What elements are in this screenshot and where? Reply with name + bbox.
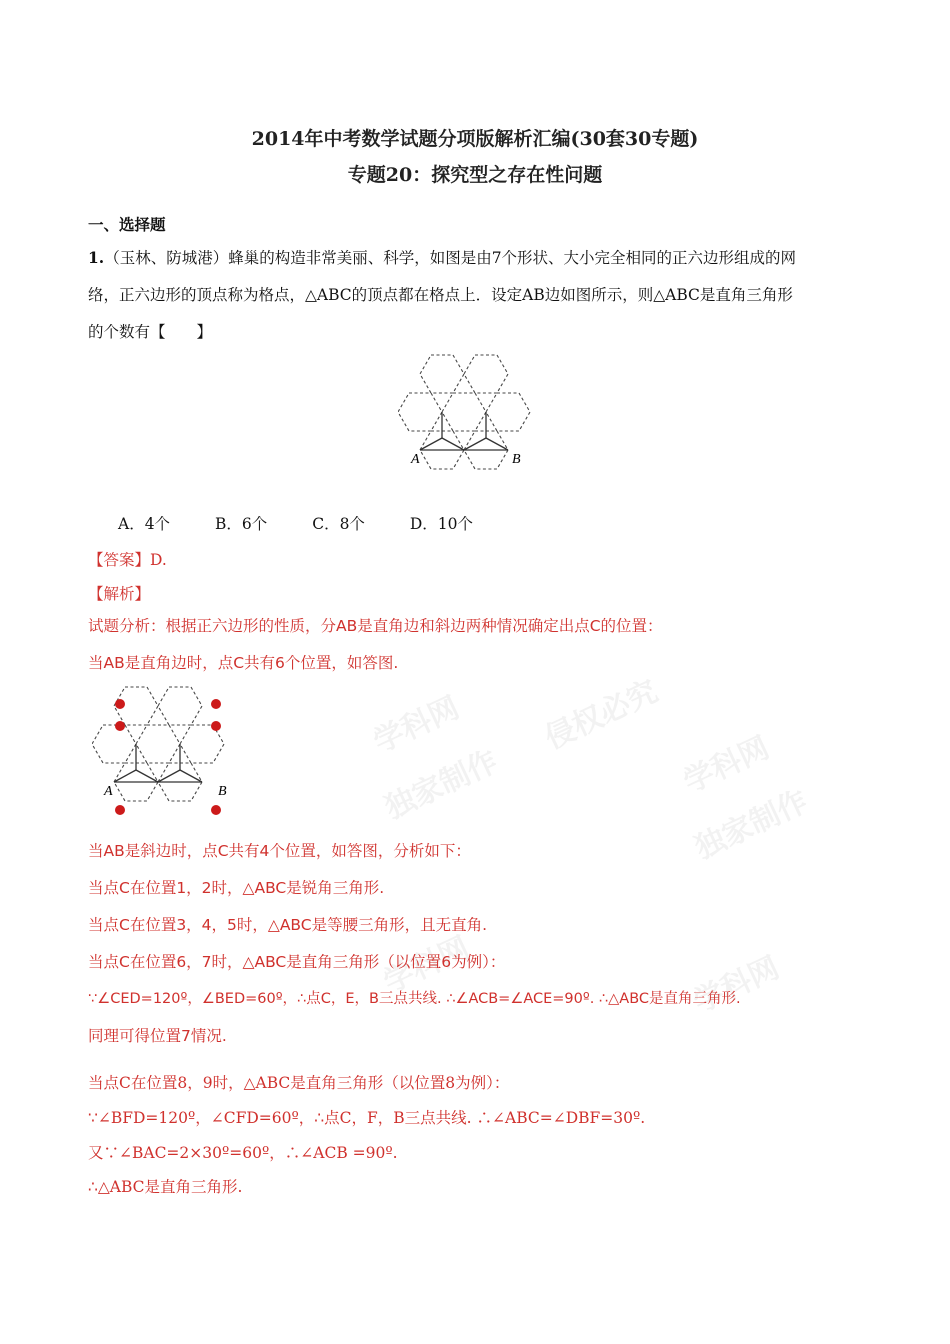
- watermark: 侵权必究: [539, 673, 664, 757]
- position-dot: [115, 699, 125, 709]
- watermark: 独家制作: [689, 783, 814, 867]
- hexagon-grid-figure: [398, 348, 558, 498]
- watermark: 学科网: [688, 950, 785, 1021]
- choice-c[interactable]: C．8个: [312, 515, 365, 533]
- question-line-2: 络，正六边形的顶点称为格点，△ABC的顶点都在格点上．设定AB边如图所示，则△ABC是直角三角形: [88, 286, 793, 304]
- label-a: A: [104, 784, 113, 799]
- question-line-3: 的个数有【 】: [88, 323, 213, 341]
- answer-choices: [118, 512, 513, 534]
- analysis-line-11: 又∵∠BAC=2×30º=60º，∴∠ACB =90º.: [88, 1144, 398, 1162]
- position-dot: [115, 721, 125, 731]
- page-subtitle: 专题20：探究型之存在性问题: [347, 164, 603, 186]
- section-heading: 一、选择题: [88, 215, 166, 234]
- label-a: A: [411, 452, 420, 467]
- answer-hexagon-figure: [92, 684, 252, 829]
- label-b: B: [218, 784, 227, 799]
- watermark: 独家制作: [379, 743, 504, 827]
- analysis-line-10: ∵∠BFD=120º，∠CFD=60º，∴点C，F，B三点共线. ∴∠ABC=∠DBF=30º.: [88, 1109, 646, 1127]
- position-dot: [115, 805, 125, 815]
- analysis-line-3: 当AB是斜边时，点C共有4个位置，如答图，分析如下：: [88, 842, 471, 860]
- analysis-line-12: ∴△ABC是直角三角形.: [88, 1178, 243, 1196]
- question-number: 1.: [88, 248, 105, 267]
- answer-line: 【答案】D.: [88, 551, 167, 569]
- position-dot: [211, 805, 221, 815]
- choice-d[interactable]: D．10个: [409, 515, 474, 533]
- analysis-line-7: ∵∠CED=120º，∠BED=60º，∴点C，E，B三点共线. ∴∠ACB=∠ACE=90º. ∴△ABC是直角三角形.: [88, 991, 741, 1007]
- choice-a[interactable]: A．4个: [118, 515, 171, 533]
- analysis-line-1: 试题分析：根据正六边形的性质，分AB是直角边和斜边两种情况确定出点C的位置：: [88, 617, 663, 635]
- analysis-line-2: 当AB是直角边时，点C共有6个位置，如答图.: [88, 654, 399, 672]
- position-dot: [211, 699, 221, 709]
- analysis-line-9: 当点C在位置8，9时，△ABC是直角三角形（以位置8为例）：: [88, 1074, 510, 1092]
- label-b: B: [512, 452, 521, 467]
- analysis-line-8: 同理可得位置7情况.: [88, 1027, 227, 1045]
- question-line-1: [88, 246, 796, 268]
- analysis-heading: 【解析】: [88, 585, 151, 603]
- analysis-line-6: 当点C在位置6，7时，△ABC是直角三角形（以位置6为例）：: [88, 953, 506, 971]
- choice-b[interactable]: B．6个: [215, 515, 268, 533]
- watermark: 学科网: [378, 930, 475, 1001]
- watermark: 学科网: [678, 730, 775, 801]
- analysis-line-5: 当点C在位置3，4，5时，△ABC是等腰三角形，且无直角.: [88, 916, 488, 934]
- analysis-line-4: 当点C在位置1，2时，△ABC是锐角三角形.: [88, 879, 385, 897]
- page-title: 2014年中考数学试题分项版解析汇编(30套30专题): [251, 128, 699, 150]
- watermark: 学科网: [368, 690, 465, 761]
- position-dot: [211, 721, 221, 731]
- question-text-1: （玉林、防城港）蜂巢的构造非常美丽、科学，如图是由7个形状、大小完全相同的正六边形组成的网: [104, 249, 797, 267]
